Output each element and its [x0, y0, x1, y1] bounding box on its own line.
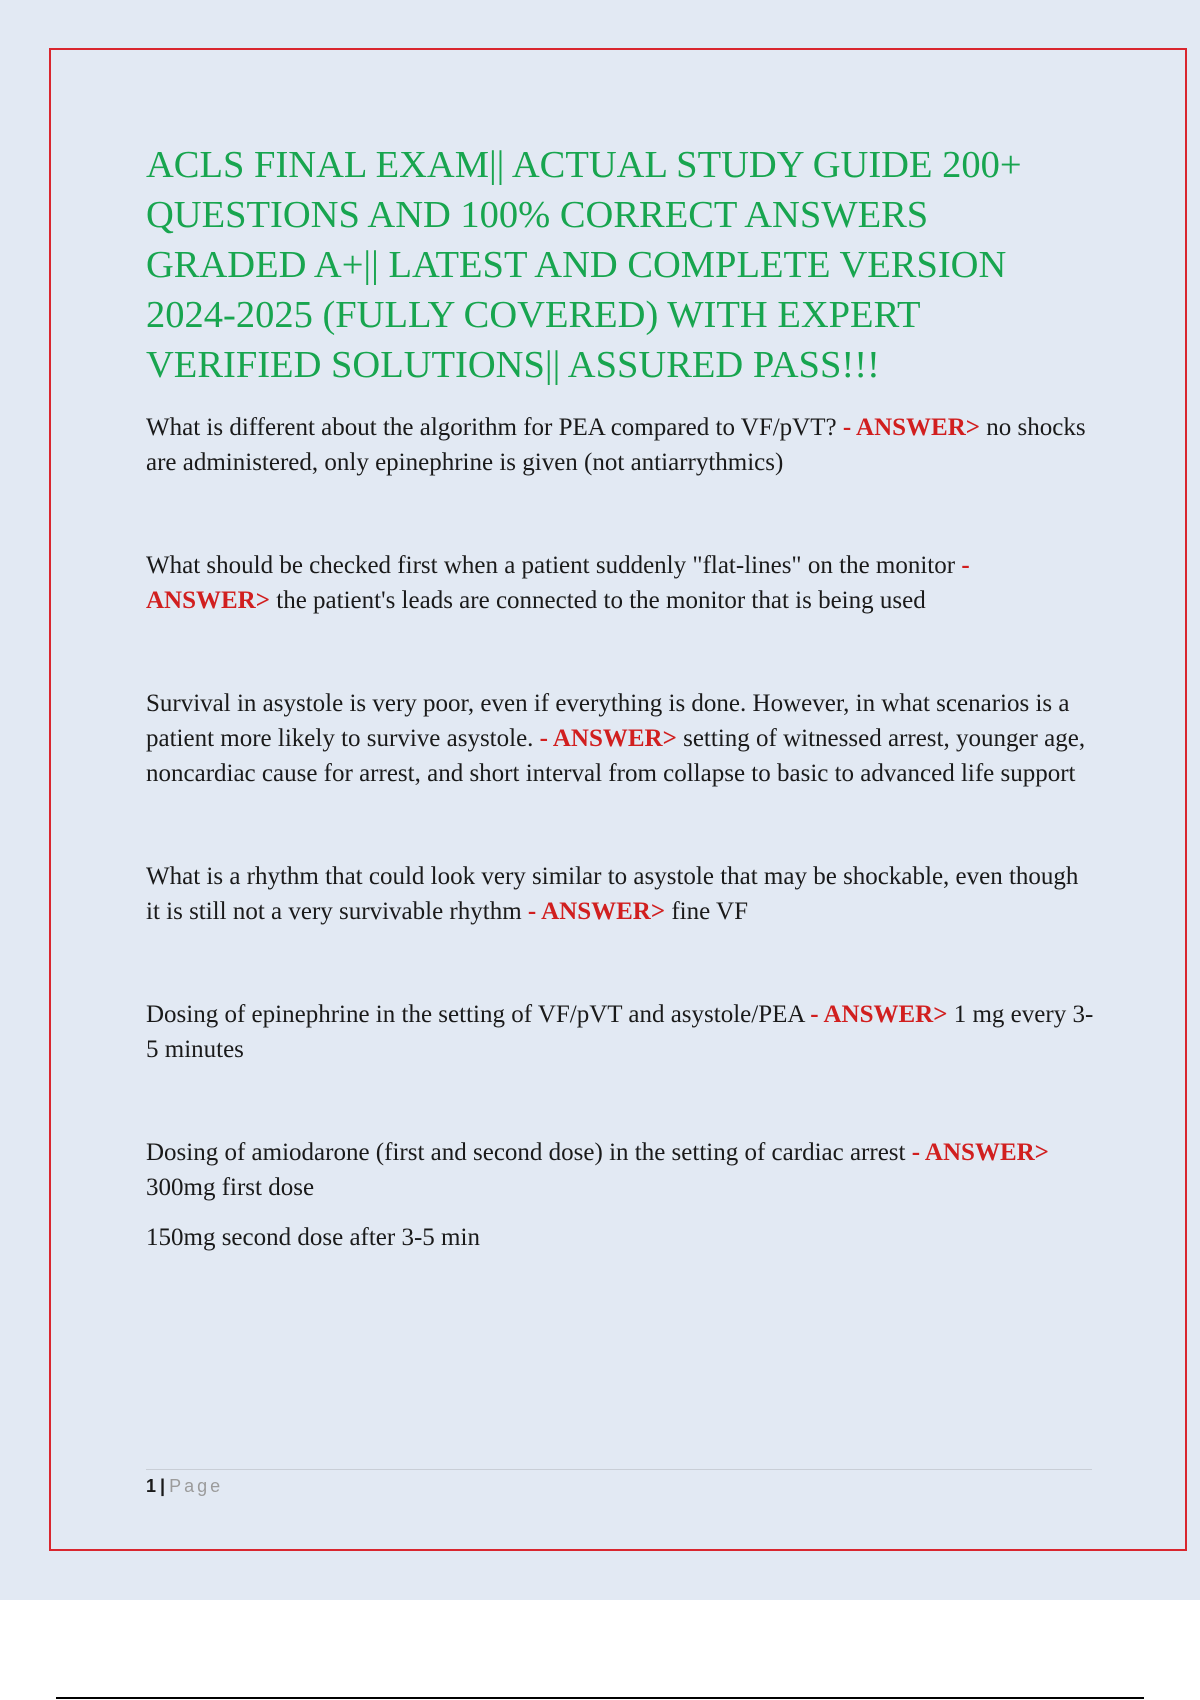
answer-tag: - ANSWER>: [810, 1001, 948, 1028]
qa-item: [146, 1135, 1096, 1255]
qa-item: [146, 548, 1096, 618]
answer-tag: - ANSWER>: [842, 414, 981, 441]
qa-list: [146, 410, 1096, 1255]
answer-text: setting of witnessed arrest, younger age, noncardiac cause for arrest, and short interval from collapse to basic to advanced life support: [146, 725, 1086, 787]
qa-item: [146, 997, 1096, 1067]
answer-text: 300mg first dose: [146, 1174, 315, 1201]
answer-text: fine VF: [665, 898, 748, 925]
page-label: Page: [169, 1476, 224, 1496]
page-separator: |: [160, 1476, 166, 1496]
answer-text: 1 mg every 3-5 minutes: [146, 1001, 1094, 1063]
answer-tag: - ANSWER>: [911, 1139, 1049, 1166]
document-body: [146, 140, 1096, 1255]
answer-tag: - ANSWER>: [146, 552, 970, 614]
answer-tag: - ANSWER>: [527, 898, 666, 925]
question-text: What is a rhythm that could look very similar to asystole that may be shockable, even though it is still not a very survivable rhythm: [146, 863, 1079, 925]
question-text: What is different about the algorithm for PEA compared to VF/pVT?: [146, 414, 843, 441]
question-text: Dosing of epinephrine in the setting of VF/pVT and asystole/PEA: [146, 1001, 811, 1028]
answer-continuation: 150mg second dose after 3-5 min: [146, 1224, 480, 1251]
answer-text: the patient's leads are connected to the monitor that is being used: [270, 587, 926, 614]
qa-first-line: [146, 1135, 1096, 1205]
page-number: 1: [146, 1476, 157, 1496]
next-page-edge: [56, 1697, 1144, 1699]
question-text: Dosing of amiodarone (first and second dose) in the setting of cardiac arrest: [146, 1139, 912, 1166]
answer-text: no shocks are administered, only epinephrine is given (not antiarrythmics): [146, 414, 1086, 476]
page-footer: [146, 1474, 223, 1498]
question-text: Survival in asystole is very poor, even if everything is done. However, in what scenarios is a patient more likely to survive asystole.: [146, 690, 1070, 752]
qa-item: [146, 859, 1096, 929]
qa-item: [146, 686, 1096, 791]
question-text: What should be checked first when a patient suddenly "flat-lines" on the monitor: [146, 552, 962, 579]
footer-divider: [146, 1469, 1092, 1470]
qa-item: [146, 410, 1096, 480]
answer-tag: - ANSWER>: [539, 725, 677, 752]
document-title: ACLS FINAL EXAM|| ACTUAL STUDY GUIDE 200+ QUESTIONS AND 100% CORRECT ANSWERS GRADED A+|| LATEST AND COMPLETE VERSION 2024-2025 (FULLY COVERED) WITH EXPERT VERIFIED SOLUTIONS|| ASSURED PASS!!!: [146, 144, 1022, 386]
